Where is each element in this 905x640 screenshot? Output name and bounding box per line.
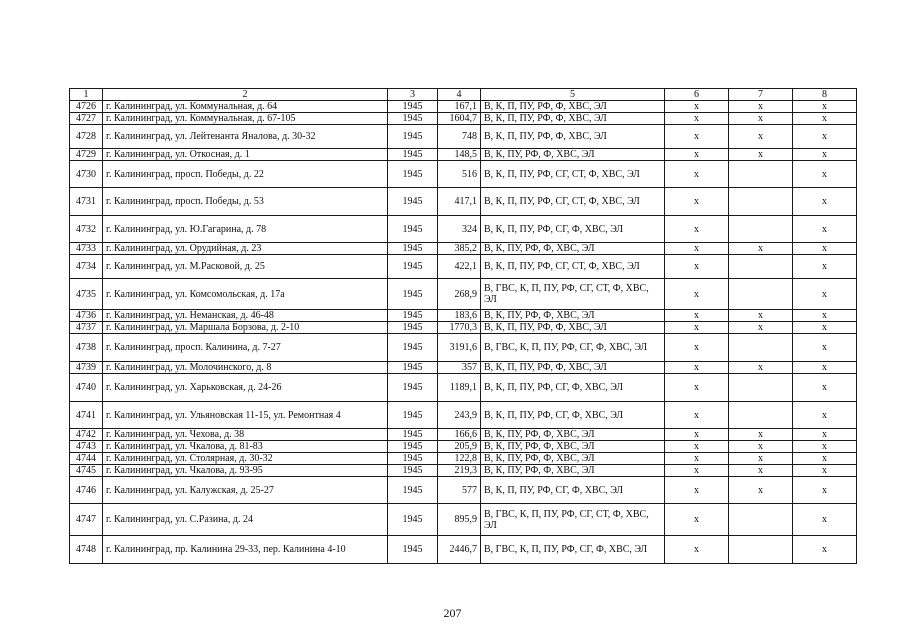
table-body [70,101,857,564]
row-number: 4737 [70,322,103,334]
systems-cell: В, К, ПУ, РФ, Ф, ХВС, ЭЛ [481,149,665,161]
column-6-cell: х [665,504,729,536]
area-cell: 3191,6 [438,334,481,362]
year-cell: 1945 [388,149,438,161]
column-7-cell: х [729,477,793,504]
table-row [70,216,857,243]
area-cell: 122,8 [438,453,481,465]
systems-cell: В, К, ПУ, РФ, Ф, ХВС, ЭЛ [481,441,665,453]
column-7-cell [729,216,793,243]
systems-cell: В, К, ПУ, РФ, Ф, ХВС, ЭЛ [481,453,665,465]
column-8-cell: х [793,465,857,477]
column-8-cell: х [793,536,857,564]
systems-cell: В, К, П, ПУ, РФ, Ф, ХВС, ЭЛ [481,113,665,125]
row-number: 4747 [70,504,103,536]
address-cell: г. Калининград, просп. Калинина, д. 7-27 [103,334,388,362]
column-8-cell: х [793,402,857,429]
column-7-cell: х [729,113,793,125]
table-row [70,279,857,310]
address-cell: г. Калининград, ул. Коммунальная, д. 64 [103,101,388,113]
area-cell: 417,1 [438,188,481,216]
area-cell: 1189,1 [438,374,481,402]
column-header: 7 [729,89,793,101]
year-cell: 1945 [388,465,438,477]
row-number: 4739 [70,362,103,374]
area-cell: 422,1 [438,255,481,279]
systems-cell: В, К, ПУ, РФ, Ф, ХВС, ЭЛ [481,243,665,255]
row-number: 4746 [70,477,103,504]
table-row [70,149,857,161]
year-cell: 1945 [388,334,438,362]
year-cell: 1945 [388,536,438,564]
year-cell: 1945 [388,255,438,279]
column-header: 6 [665,89,729,101]
area-cell: 577 [438,477,481,504]
year-cell: 1945 [388,441,438,453]
table-row [70,188,857,216]
year-cell: 1945 [388,113,438,125]
column-8-cell: х [793,125,857,149]
address-cell: г. Калининград, пр. Калинина 29-33, пер. Калинина 4-10 [103,536,388,564]
column-6-cell: х [665,149,729,161]
systems-cell: В, К, П, ПУ, РФ, Ф, ХВС, ЭЛ [481,362,665,374]
column-8-cell: х [793,188,857,216]
table-row [70,125,857,149]
address-cell: г. Калининград, ул. С.Разина, д. 24 [103,504,388,536]
year-cell: 1945 [388,374,438,402]
column-6-cell: х [665,465,729,477]
systems-cell: В, К, П, ПУ, РФ, Ф, ХВС, ЭЛ [481,322,665,334]
systems-cell: В, К, П, ПУ, РФ, СГ, Ф, ХВС, ЭЛ [481,477,665,504]
table-row [70,504,857,536]
area-cell: 324 [438,216,481,243]
table-row [70,465,857,477]
register-table [69,88,857,564]
table-row [70,453,857,465]
column-7-cell [729,402,793,429]
table-row [70,113,857,125]
column-6-cell: х [665,125,729,149]
table-row [70,477,857,504]
column-7-cell [729,279,793,310]
year-cell: 1945 [388,279,438,310]
table-row [70,243,857,255]
column-6-cell: х [665,402,729,429]
systems-cell: В, ГВС, К, П, ПУ, РФ, СГ, Ф, ХВС, ЭЛ [481,334,665,362]
table-row [70,536,857,564]
column-6-cell: х [665,161,729,188]
row-number: 4740 [70,374,103,402]
column-8-cell: х [793,477,857,504]
row-number: 4741 [70,402,103,429]
systems-cell: В, К, П, ПУ, РФ, СГ, СТ, Ф, ХВС, ЭЛ [481,188,665,216]
column-7-cell: х [729,310,793,322]
address-cell: г. Калининград, просп. Победы, д. 22 [103,161,388,188]
column-7-cell: х [729,149,793,161]
page-number: 207 [443,606,462,620]
systems-cell: В, К, П, ПУ, РФ, СГ, СТ, Ф, ХВС, ЭЛ [481,255,665,279]
row-number: 4733 [70,243,103,255]
area-cell: 148,5 [438,149,481,161]
column-8-cell: х [793,429,857,441]
year-cell: 1945 [388,429,438,441]
systems-cell: В, К, П, ПУ, РФ, Ф, ХВС, ЭЛ [481,101,665,113]
address-cell: г. Калининград, ул. Неманская, д. 46-48 [103,310,388,322]
column-7-cell: х [729,362,793,374]
year-cell: 1945 [388,125,438,149]
row-number: 4738 [70,334,103,362]
column-7-cell [729,334,793,362]
column-6-cell: х [665,374,729,402]
address-cell: г. Калининград, ул. Чкалова, д. 93-95 [103,465,388,477]
address-cell: г. Калининград, ул. Лейтенанта Яналова, д. 30-32 [103,125,388,149]
column-6-cell: х [665,441,729,453]
address-cell: г. Калининград, просп. Победы, д. 53 [103,188,388,216]
row-number: 4735 [70,279,103,310]
systems-cell: В, К, ПУ, РФ, Ф, ХВС, ЭЛ [481,310,665,322]
systems-cell: В, К, П, ПУ, РФ, СГ, СТ, Ф, ХВС, ЭЛ [481,161,665,188]
year-cell: 1945 [388,322,438,334]
row-number: 4729 [70,149,103,161]
address-cell: г. Калининград, ул. Калужская, д. 25-27 [103,477,388,504]
column-7-cell [729,374,793,402]
table-row [70,441,857,453]
table-row [70,161,857,188]
column-7-cell [729,161,793,188]
table-row [70,310,857,322]
column-7-cell: х [729,453,793,465]
area-cell: 243,9 [438,402,481,429]
year-cell: 1945 [388,216,438,243]
column-7-cell: х [729,429,793,441]
address-cell: г. Калининград, ул. Харьковская, д. 24-26 [103,374,388,402]
column-8-cell: х [793,255,857,279]
address-cell: г. Калининград, ул. Маршала Борзова, д. 2-10 [103,322,388,334]
table-row [70,322,857,334]
column-8-cell: х [793,279,857,310]
column-6-cell: х [665,429,729,441]
row-number: 4727 [70,113,103,125]
area-cell: 385,2 [438,243,481,255]
row-number: 4731 [70,188,103,216]
row-number: 4743 [70,441,103,453]
column-7-cell: х [729,243,793,255]
table-row [70,101,857,113]
table-row [70,362,857,374]
address-cell: г. Калининград, ул. Ульяновская 11-15, ул. Ремонтная 4 [103,402,388,429]
column-7-cell: х [729,465,793,477]
column-7-cell [729,255,793,279]
systems-cell: В, К, П, ПУ, РФ, Ф, ХВС, ЭЛ [481,125,665,149]
column-6-cell: х [665,453,729,465]
systems-cell: В, ГВС, К, П, ПУ, РФ, СГ, СТ, Ф, ХВС, ЭЛ [481,504,665,536]
address-cell: г. Калининград, ул. Молочинского, д. 8 [103,362,388,374]
column-8-cell: х [793,161,857,188]
year-cell: 1945 [388,310,438,322]
row-number: 4748 [70,536,103,564]
column-header: 3 [388,89,438,101]
area-cell: 2446,7 [438,536,481,564]
area-cell: 748 [438,125,481,149]
column-6-cell: х [665,310,729,322]
column-6-cell: х [665,216,729,243]
column-8-cell: х [793,216,857,243]
column-8-cell: х [793,441,857,453]
column-6-cell: х [665,243,729,255]
systems-cell: В, К, П, ПУ, РФ, СГ, Ф, ХВС, ЭЛ [481,402,665,429]
row-number: 4728 [70,125,103,149]
systems-cell: В, К, ПУ, РФ, Ф, ХВС, ЭЛ [481,429,665,441]
column-header: 4 [438,89,481,101]
column-6-cell: х [665,279,729,310]
address-cell: г. Калининград, ул. М.Расковой, д. 25 [103,255,388,279]
table-row [70,402,857,429]
row-number: 4730 [70,161,103,188]
column-7-cell: х [729,101,793,113]
address-cell: г. Калининград, ул. Чехова, д. 38 [103,429,388,441]
systems-cell: В, ГВС, К, П, ПУ, РФ, СГ, Ф, ХВС, ЭЛ [481,536,665,564]
address-cell: г. Калининград, ул. Орудийная, д. 23 [103,243,388,255]
row-number: 4745 [70,465,103,477]
area-cell: 183,6 [438,310,481,322]
area-cell: 516 [438,161,481,188]
header-row [70,89,857,101]
column-8-cell: х [793,310,857,322]
column-6-cell: х [665,477,729,504]
column-8-cell: х [793,334,857,362]
year-cell: 1945 [388,243,438,255]
year-cell: 1945 [388,453,438,465]
year-cell: 1945 [388,504,438,536]
area-cell: 1604,7 [438,113,481,125]
area-cell: 205,9 [438,441,481,453]
address-cell: г. Калининград, ул. Комсомольская, д. 17а [103,279,388,310]
table-row [70,334,857,362]
column-7-cell [729,188,793,216]
row-number: 4744 [70,453,103,465]
systems-cell: В, К, ПУ, РФ, Ф, ХВС, ЭЛ [481,465,665,477]
column-6-cell: х [665,188,729,216]
address-cell: г. Калининград, ул. Коммунальная, д. 67-105 [103,113,388,125]
column-7-cell: х [729,322,793,334]
column-6-cell: х [665,101,729,113]
address-cell: г. Калининград, ул. Чкалова, д. 81-83 [103,441,388,453]
systems-cell: В, К, П, ПУ, РФ, СГ, Ф, ХВС, ЭЛ [481,216,665,243]
column-8-cell: х [793,362,857,374]
row-number: 4734 [70,255,103,279]
year-cell: 1945 [388,362,438,374]
area-cell: 166,6 [438,429,481,441]
address-cell: г. Калининград, ул. Ю.Гагарина, д. 78 [103,216,388,243]
area-cell: 1770,3 [438,322,481,334]
systems-cell: В, ГВС, К, П, ПУ, РФ, СГ, СТ, Ф, ХВС, ЭЛ [481,279,665,310]
table-row [70,374,857,402]
column-7-cell: х [729,441,793,453]
area-cell: 357 [438,362,481,374]
column-8-cell: х [793,149,857,161]
area-cell: 219,3 [438,465,481,477]
year-cell: 1945 [388,188,438,216]
column-6-cell: х [665,322,729,334]
column-8-cell: х [793,243,857,255]
column-8-cell: х [793,322,857,334]
systems-cell: В, К, П, ПУ, РФ, СГ, Ф, ХВС, ЭЛ [481,374,665,402]
column-7-cell: х [729,125,793,149]
row-number: 4726 [70,101,103,113]
column-8-cell: х [793,453,857,465]
column-header: 2 [103,89,388,101]
year-cell: 1945 [388,402,438,429]
year-cell: 1945 [388,477,438,504]
column-8-cell: х [793,374,857,402]
column-6-cell: х [665,255,729,279]
column-8-cell: х [793,504,857,536]
column-6-cell: х [665,536,729,564]
column-8-cell: х [793,113,857,125]
row-number: 4732 [70,216,103,243]
table-row [70,255,857,279]
column-header: 1 [70,89,103,101]
column-6-cell: х [665,362,729,374]
column-6-cell: х [665,113,729,125]
column-6-cell: х [665,334,729,362]
column-8-cell: х [793,101,857,113]
area-cell: 895,9 [438,504,481,536]
column-header: 8 [793,89,857,101]
column-header: 5 [481,89,665,101]
year-cell: 1945 [388,161,438,188]
table-row [70,429,857,441]
column-7-cell [729,536,793,564]
address-cell: г. Калининград, ул. Столярная, д. 30-32 [103,453,388,465]
area-cell: 268,9 [438,279,481,310]
column-7-cell [729,504,793,536]
year-cell: 1945 [388,101,438,113]
row-number: 4742 [70,429,103,441]
area-cell: 167,1 [438,101,481,113]
address-cell: г. Калининград, ул. Откосная, д. 1 [103,149,388,161]
row-number: 4736 [70,310,103,322]
